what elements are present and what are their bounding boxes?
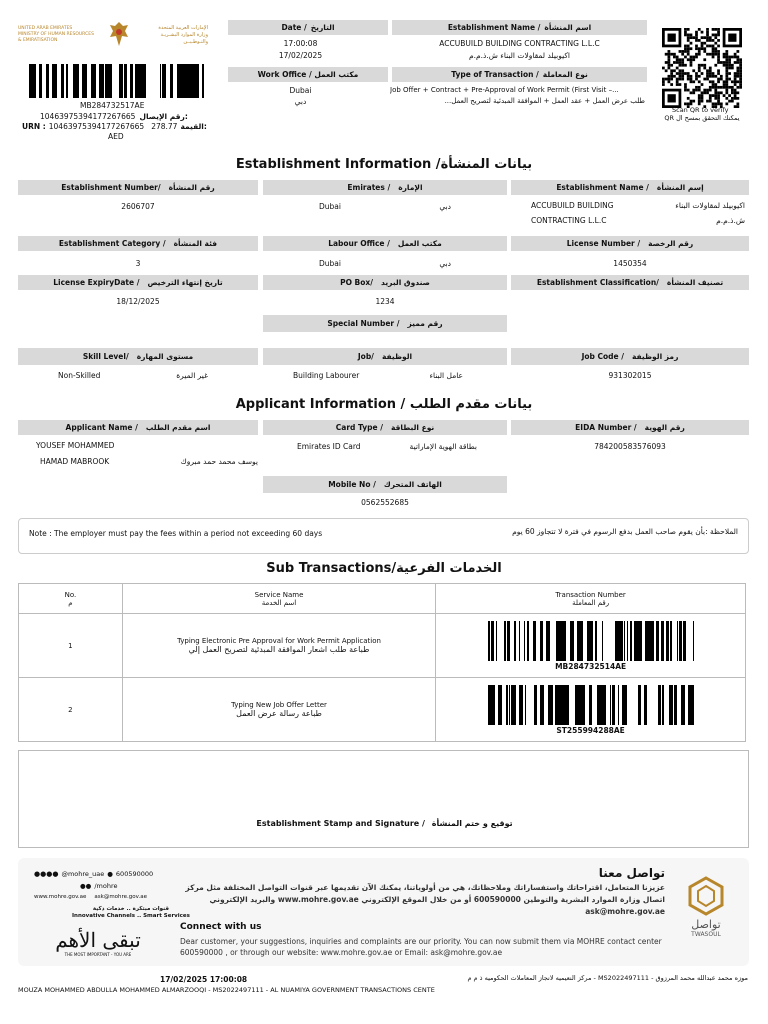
txn-type-en: Job Offer + Contract + Pre-Approval of Work Permit (First Visit –... [390,86,619,94]
mobile-value: 0562552685 [361,498,409,507]
skill-header: Skill Level/ مستوى المهارة [18,348,258,365]
qr-caption-en: Scan QR to verify [672,106,729,114]
twasoul-logo: تواصل TWASOUL [676,876,736,938]
col-txn-header: Transaction Number رقم المعاملة [436,584,746,614]
mobile-header: Mobile No / الهاتف المتحرك [263,476,507,493]
contact-text-ar: عزيزنا المتعامل، اقتراحاتك واستفساراتك وملاحظاتك، هي من أولوياتنا، يمكنك الآن تقديمها عبر قنوات التواصل المختلفة مثل مركز اتصال وزارة الموارد البشرية والتوطين 600590000 أو من خلال الموقع الإلكتروني www.mohre.gov.ae والبريد الإلكتروني ask@mohre.gov.ae [185,883,665,916]
print-datetime: 17/02/2025 17:00:08 [160,975,248,984]
license-expiry-value: 18/12/2025 [116,297,160,306]
row-txn: ST255994288AE [436,678,746,742]
est-name-value: ACCUBUILD BUILDING اكيوبيلد لمقاولات البناء CONTRACTING L.L.C ش.ذ.م.م [531,201,745,225]
contact-text-en: Dear customer, your suggestions, inquiries and complaints are our priority. You can now submit them via MOHRE contact center 600590000 , or through our website: www.mohre.gov.ae or Email: ask@mohre.gov.ae [180,937,662,957]
note-en: Note : The employer must pay the fees within a period not exceeding 60 days [29,529,323,538]
applicant-name-value: YOUSEF MOHAMMED HAMAD MABROOK يوسف محمد حمد مبروك [36,441,258,466]
handle-row: ●● /mohre [80,882,118,890]
txn-type-ar: طلب عرض العمل + عقد العمل + الموافقة المبدئية لتصريح العمل... [444,97,645,105]
row-txn: MB284732514AE [436,614,746,678]
header-est-name-ar: اكيوبيلد لمقاولات البناء ش.ذ.م.م [468,51,570,60]
sub-txn-title: Sub Transactions/الخدمات الفرعية [266,561,502,576]
table-row [19,614,746,678]
mohre-logo [18,20,208,54]
emirates-header: Emirates / الإمارة [263,180,507,195]
txn-barcode [486,621,696,661]
eida-header: EIDA Number / رقم الهوية [511,420,749,435]
table-header-row [19,584,746,614]
special-number-header: Special Number / رقم مميز [263,315,507,332]
twasoul-hex-icon [686,876,726,916]
license-no-header: License Number / رقم الرخصة [511,236,749,251]
logo-text-en: UNITED ARAB EMIRATES MINISTRY OF HUMAN RESOURCES & EMIRATISATION [18,26,94,43]
job-code-value: 931302015 [608,371,652,380]
category-value: 3 [135,259,141,268]
est-number: 2606707 [121,202,155,211]
est-name-header: Establishment Name / إسم المنشأة [511,180,749,195]
est-info-title: Establishment Information /بيانات المنشأة [235,157,533,172]
qr-caption-ar: يمكنك التحقق بمسح ال QR [664,114,740,122]
receipt-barcode [18,64,210,100]
date-header: Date / التاريخ [228,20,388,35]
job-code-header: Job Code / رمز الوظيفة [511,348,749,365]
labour-office-value: Dubai دبي [319,259,451,268]
social-icons-2: ●● [80,882,92,890]
classification-header: Establishment Classification/ تصنيف المنشأة [511,275,749,290]
applicant-name-header: Applicant Name / اسم مقدم الطلب [18,420,258,435]
urn-value-line: URN : 10463975394177267665 278.77 القيمة: [22,122,207,131]
col-service-header: Service Name اسم الخدمة [122,584,435,614]
header-est-name-en: ACCUBUILD BUILDING CONTRACTING L.L.C [439,39,600,48]
receipt-barcode-code: MB284732517AE [80,101,145,110]
table-row [19,678,746,742]
license-expiry-header: License ExpiryDate / تاريخ إنتهاء الترخيص [18,275,258,290]
slogan-logo: تبقى الأهم THE MOST IMPORTANT - YOU ARE [55,928,141,957]
applicant-info-title: Applicant Information / بيانات مقدم الطلب [235,397,533,412]
stamp-label: Establishment Stamp and Signature / توقيع و ختم المنشأة [256,819,513,828]
license-no-value: 1450354 [613,259,647,268]
channels-tag: قنوات مبتكرة .. خدمات ذكية Innovative Channels .. Smart Services [72,906,190,919]
row-service: Typing Electronic Pre Approval for Work Permit Application طباعة طلب اشعار الموافقة المبدئية لتصريح العمل إلي [122,614,435,678]
note-ar: الملاحظة :بأن يقوم صاحب العمل بدفع الرسوم في فترة لا تتجاوز 60 يوم [512,527,738,536]
contact-title-en: Connect with us [180,922,262,932]
job-value: Building Labourer عامل البناء [293,371,463,380]
skill-value: Non-Skilled غير الميرة [58,371,208,380]
sub-txn-table [18,583,746,742]
card-type-value: Emirates ID Card بطاقة الهوية الإماراتية [297,442,477,451]
work-office-header: Work Office / مكتب العمل [228,67,388,82]
category-header: Establishment Category / فئة المنشأة [18,236,258,251]
po-box-header: PO Box/ صندوق البريد [263,275,507,290]
web-email-row: www.mohre.gov.ae ask@mohre.gov.ae [34,894,147,900]
logo-text-ar: الإمارات العربية المتحدة وزارة الموارد البشـريـة والتـوطـيــن [158,25,208,45]
col-no-header: No. م [19,584,123,614]
falcon-emblem-icon [108,20,130,48]
work-office-ar: دبي [294,97,307,106]
header-est-name-label: Establishment Name / اسم المنشأة [392,20,647,35]
txn-barcode [486,685,696,725]
eida-value: 784200583576093 [594,442,666,451]
emirates-value: Dubai دبي [319,202,451,211]
card-type-header: Card Type / نوع البطاقة [263,420,507,435]
txn-time: 17:00:08 [283,39,318,48]
currency: AED [108,132,124,141]
contact-title-ar: تواصل معنا [598,866,665,880]
stamp-box [18,750,749,848]
verification-qr-code[interactable] [660,28,744,108]
est-number-header: Establishment Number/ رقم المنشأة [18,180,258,195]
social-icons: ●●●● [34,870,59,878]
social-row: ●●●● @mohre_uae ● 600590000 [34,870,154,878]
txn-type-header: Type of Transaction / نوع المعاملة [392,67,647,82]
row-no: 1 [19,614,123,678]
work-office-en: Dubai [289,86,312,95]
issuer-ar: موزه محمد عبدالله محمد المرزوق - MS2022497111 - مركز النعيميه لانجاز المعاملات الحكوميه ذ م م [467,974,748,982]
note-box [18,518,749,554]
row-service: Typing New Job Offer Letter طباعة رسالة عرض العمل [122,678,435,742]
labour-office-header: Labour Office / مكتب العمل [263,236,507,251]
row-no: 2 [19,678,123,742]
phone-icon: ● [107,870,113,878]
issuer-en: MOUZA MOHAMMED ABDULLA MOHAMMED ALMARZOOQI - MS2022497111 - AL NUAMIYA GOVERNMENT TRANSACTIONS CENTE [18,986,435,994]
job-header: Job/ الوظيفة [263,348,507,365]
txn-date: 17/02/2025 [278,51,323,60]
receipt-number: 10463975394177267665 رقم الإيصال: [40,112,188,121]
po-box-value: 1234 [375,297,395,306]
